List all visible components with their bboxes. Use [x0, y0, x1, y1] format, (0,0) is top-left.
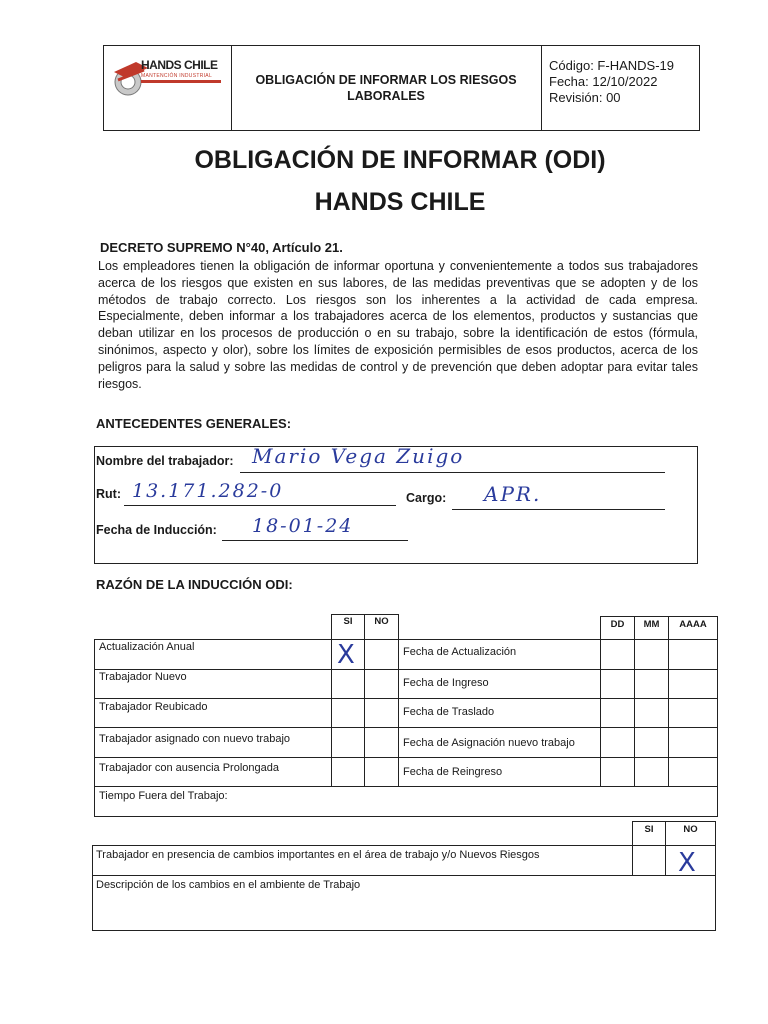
rut-line	[124, 505, 396, 506]
document-header	[103, 45, 700, 131]
col-divider	[331, 639, 332, 786]
header-meta-cell	[541, 46, 699, 130]
row-divider	[94, 698, 718, 699]
col-divider	[665, 845, 666, 875]
reason-label: Trabajador con ausencia Prolongada	[99, 762, 279, 774]
fecha-label: Fecha de Reingreso	[403, 766, 503, 778]
header-title-line1: OBLIGACIÓN DE INFORMAR LOS RIESGOS	[255, 73, 517, 87]
page-subtitle: HANDS CHILE	[314, 188, 486, 216]
razon-si-header: SI	[343, 616, 353, 627]
cambios-no-header: NO	[683, 824, 698, 835]
razon-no-header: NO	[374, 616, 389, 627]
col-divider	[600, 639, 601, 786]
logo-cell	[104, 46, 232, 130]
col-divider	[364, 639, 365, 786]
fecha-induccion-value[interactable]: 18-01-24	[252, 515, 354, 537]
doc-code: Código: F-HANDS-19	[549, 58, 674, 73]
cambios-pregunta: Trabajador en presencia de cambios importantes en el área de trabajo y/o Nuevos Riesgos	[96, 849, 540, 861]
dd-header: DD	[610, 619, 625, 630]
razon-heading: RAZÓN DE LA INDUCCIÓN ODI:	[96, 577, 293, 592]
nombre-label: Nombre del trabajador:	[96, 454, 234, 468]
cambios-si-header: SI	[644, 824, 654, 835]
fecha-induccion-line	[222, 540, 408, 541]
cambios-descripcion-label: Descripción de los cambios en el ambiente de Trabajo	[96, 879, 361, 891]
antecedentes-heading: ANTECEDENTES GENERALES:	[96, 416, 292, 431]
fecha-label: Fecha de Traslado	[403, 706, 495, 718]
nombre-line	[240, 472, 665, 473]
reason-label: Trabajador asignado con nuevo trabajo	[99, 733, 291, 745]
fecha-label: Fecha de Asignación nuevo trabajo	[403, 737, 575, 749]
reason-label: Actualización Anual	[99, 641, 195, 653]
cargo-line	[452, 509, 665, 510]
row-divider	[94, 757, 718, 758]
fecha-induccion-label: Fecha de Inducción:	[96, 523, 217, 537]
rut-value[interactable]: 13.171.282-0	[132, 480, 284, 502]
logo-tagline: MANTENCIÓN INDUSTRIAL	[141, 73, 213, 79]
aaaa-header: AAAA	[679, 619, 707, 630]
cargo-label: Cargo:	[406, 491, 447, 505]
rut-label: Rut:	[96, 487, 121, 501]
mark-si-actualizacion[interactable]: X	[337, 640, 355, 670]
tiempo-fuera-label: Tiempo Fuera del Trabajo:	[99, 790, 228, 802]
doc-date: Fecha: 12/10/2022	[549, 74, 658, 89]
reason-label: Trabajador Reubicado	[99, 701, 208, 713]
row-divider	[94, 786, 718, 787]
logo-name: HANDS CHILE	[141, 58, 218, 72]
fecha-label: Fecha de Ingreso	[403, 677, 489, 689]
row-divider	[92, 875, 716, 876]
mm-header: MM	[643, 619, 660, 630]
col-divider	[632, 845, 633, 875]
row-divider	[94, 727, 718, 728]
page-title: OBLIGACIÓN DE INFORMAR (ODI)	[194, 146, 606, 174]
decreto-body: Los empleadores tienen la obligación de informar oportuna y convenientemente a todos sus trabajadores acerca de los riesgos que existen en sus labores, de las medidas preventivas que se adopten y de los métodos de trabajo correcto. Los riesgos son los inherentes a la actividad de cada empresa. Especialmente, deben informar a los trabajadores acerca de los elementos, productos y sustancias que deban utilizar en los procesos de producción o en su trabajo, sobre la identificación de estos (fórmula, sinónimos, aspecto y olor), sobre los límites de exposición permisibles de esos productos, acerca de los peligros para la salud y sobre las medidas de control y de prevención que deben adoptar para evitar tales riesgos.	[98, 259, 698, 391]
header-title-cell	[231, 46, 542, 130]
decreto-heading: DECRETO SUPREMO N°40, Artículo 21.	[100, 240, 343, 255]
reason-label: Trabajador Nuevo	[99, 671, 187, 683]
mark-no-cambios[interactable]: X	[678, 848, 696, 878]
col-divider	[398, 639, 399, 786]
doc-revision: Revisión: 00	[549, 90, 621, 105]
fecha-label: Fecha de Actualización	[403, 646, 517, 658]
nombre-value[interactable]: Mario Vega Zuigo	[252, 444, 465, 468]
cargo-value[interactable]: APR.	[484, 482, 542, 506]
logo-stripe	[141, 80, 221, 83]
row-divider	[94, 669, 718, 670]
col-divider	[668, 639, 669, 786]
header-title-line2: LABORALES	[347, 89, 425, 103]
col-divider	[634, 639, 635, 786]
